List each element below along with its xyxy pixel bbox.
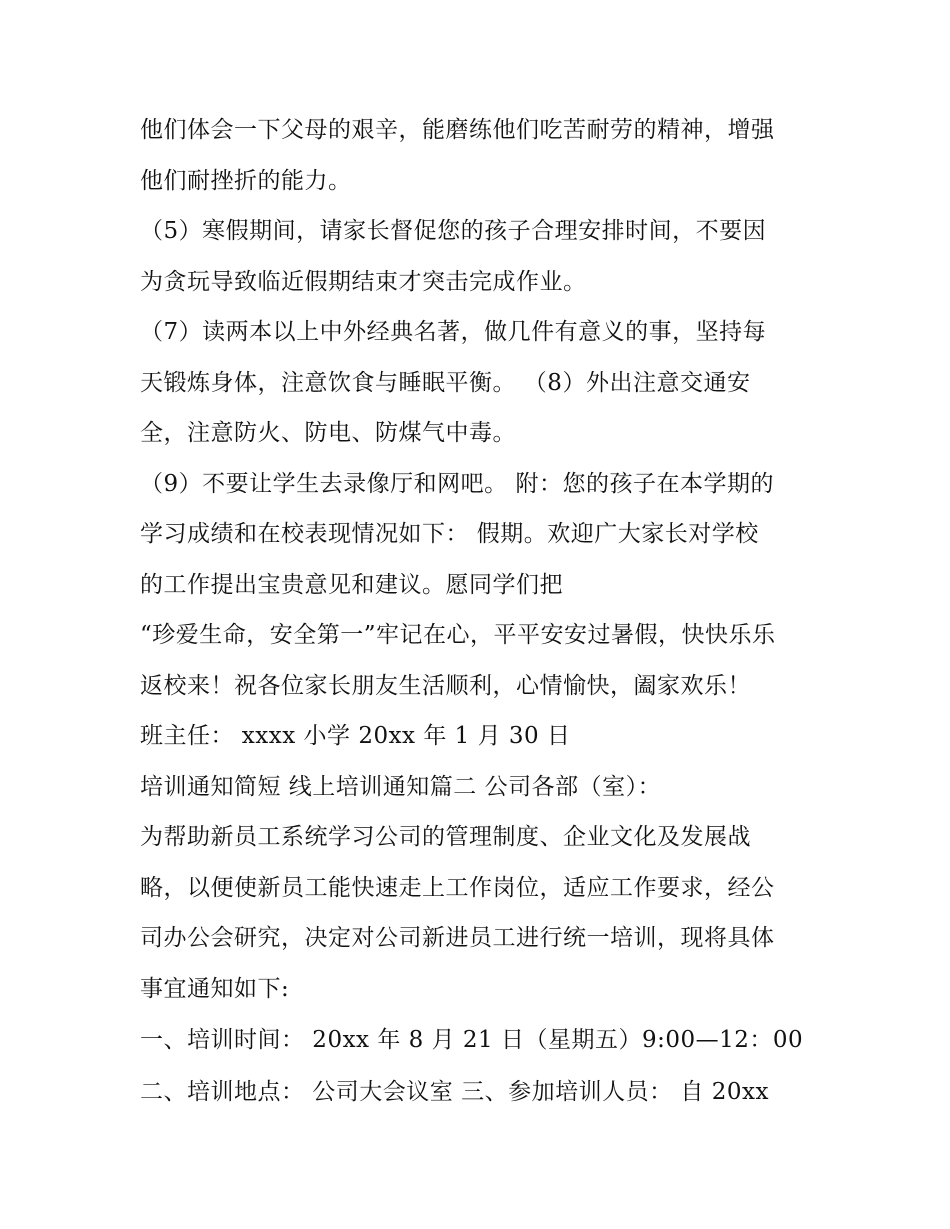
- text-line: 学习成绩和在校表现情况如下： 假期。欢迎广大家长对学校: [140, 521, 759, 547]
- text-line: 二、培训地点： 公司大会议室 三、参加培训人员： 自 20xx: [140, 1079, 769, 1105]
- text-line: 他们体会一下父母的艰辛，能磨练他们吃苦耐劳的精神，增强: [140, 117, 775, 143]
- text-line: 略，以便使新员工能快速走上工作岗位，适应工作要求，经公: [140, 875, 775, 901]
- text-line: 他们耐挫折的能力。: [140, 168, 352, 194]
- text-line: 返校来！祝各位家长朋友生活顺利，心情愉快，阖家欢乐！: [140, 673, 751, 699]
- text-line: 为帮助新员工系统学习公司的管理制度、企业文化及发展战: [140, 824, 751, 850]
- text-line: 一、培训时间： 20xx 年 8 月 21 日（星期五）9:00—12：00: [140, 1027, 804, 1053]
- text-line: 培训通知简短 线上培训通知篇二 公司各部（室）：: [140, 774, 662, 800]
- text-line: 班主任： xxxx 小学 20xx 年 1 月 30 日: [140, 723, 571, 749]
- text-line: 为贪玩导致临近假期结束才突击完成作业。: [140, 269, 587, 295]
- text-line: （7）读两本以上中外经典名著，做几件有意义的事，坚持每: [140, 319, 767, 345]
- text-line: 天锻炼身体，注意饮食与睡眠平衡。 （8）外出注意交通安: [140, 370, 751, 396]
- text-line: （9）不要让学生去录像厅和网吧。 附：您的孩子在本学期的: [140, 471, 774, 497]
- text-line: “珍爱生命，安全第一”牢记在心，平平安安过暑假，快快乐乐: [140, 622, 776, 648]
- text-line: 事宜通知如下:: [140, 976, 290, 1002]
- text-line: 的工作提出宝贵意见和建议。愿同学们把: [140, 572, 563, 598]
- text-line: 全，注意防火、防电、防煤气中毒。: [140, 420, 516, 446]
- text-line: （5）寒假期间，请家长督促您的孩子合理安排时间，不要因: [140, 218, 767, 244]
- text-line: 司办公会研究，决定对公司新进员工进行统一培训，现将具体: [140, 925, 775, 951]
